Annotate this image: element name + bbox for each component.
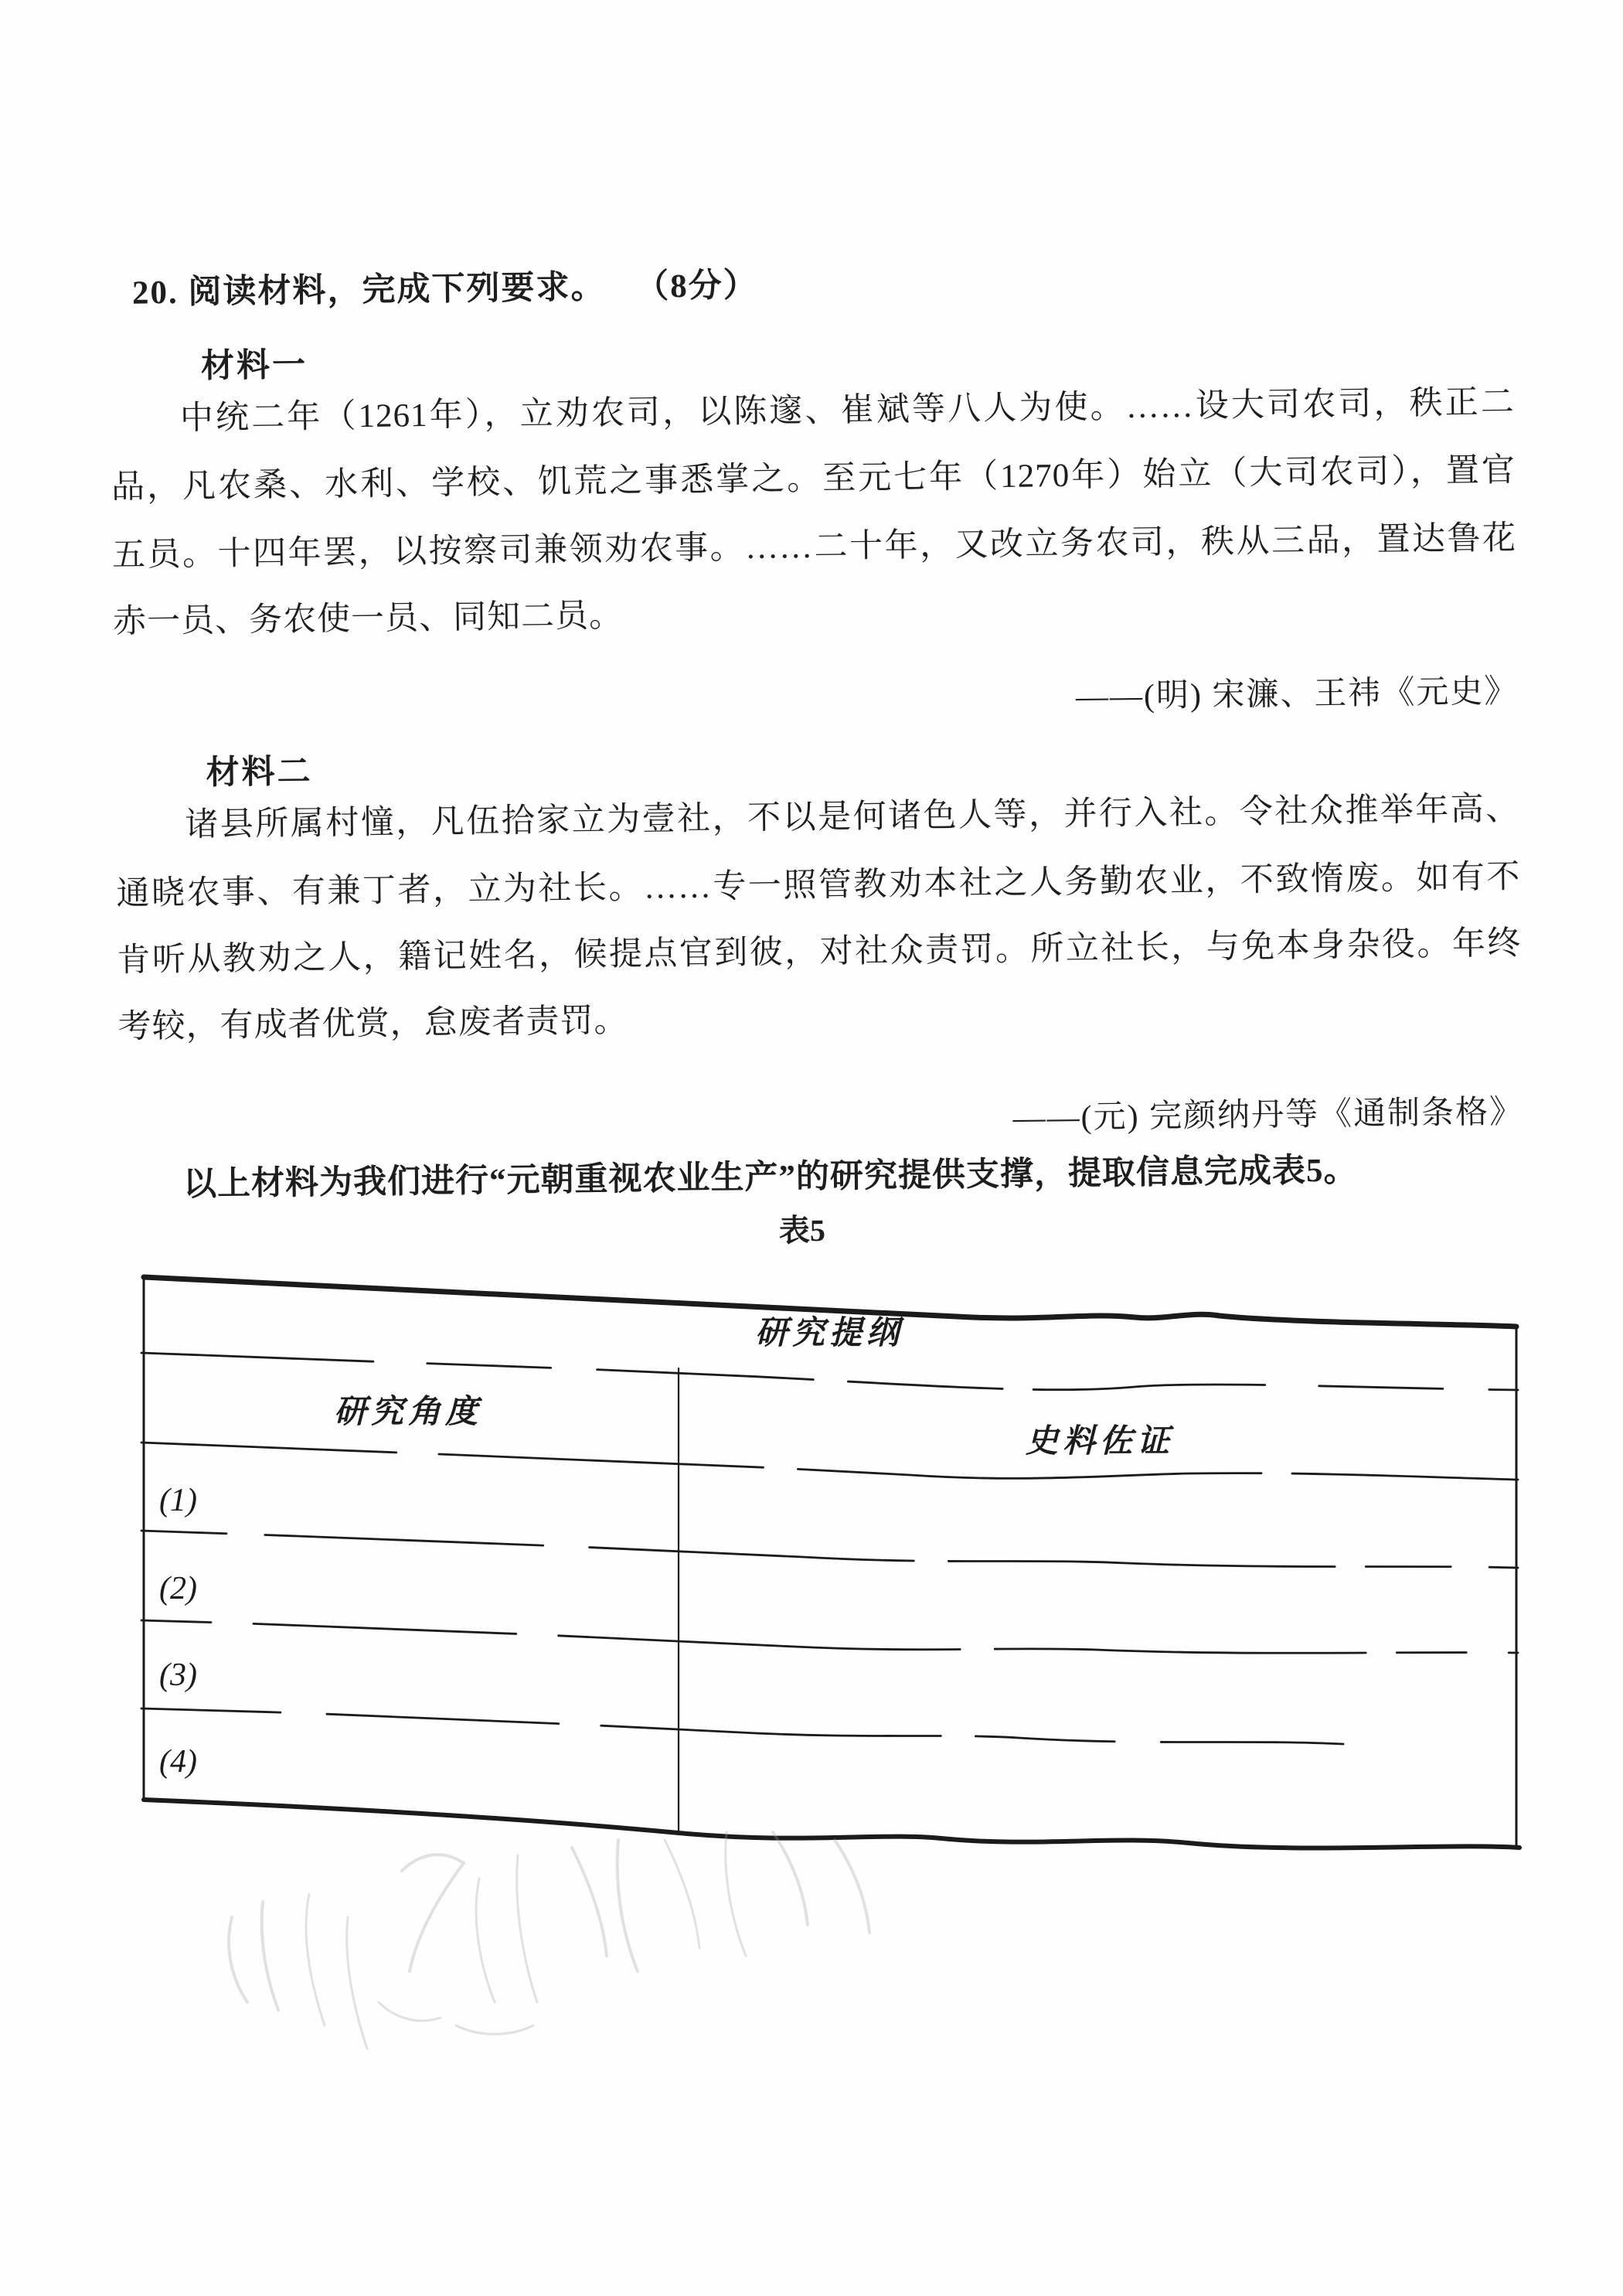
research-outline-table (138, 1266, 1523, 1855)
row-separator-4 (141, 1620, 1518, 1653)
material-1-label: 材料一 (200, 346, 308, 385)
material-2-label: 材料二 (206, 753, 313, 792)
question-score: （8分） (635, 267, 758, 305)
material-2-line-3: 肯听从教劝之人，籍记姓名，候提点官到彼，对社众责罚。所立社长，与免本身杂役。年终 (117, 925, 1522, 979)
table-row-label-4: (4) (159, 1744, 197, 1780)
question-stem: 阅读材料，完成下列要求。 (188, 269, 606, 311)
material-1-line-3: 五员。十四年罢，以按察司兼领劝农事。……二十年，又改立务农司，秩从三品，置达鲁花 (111, 519, 1517, 574)
table-row-label-2: (2) (159, 1571, 197, 1606)
material-2-line-1: 诸县所属村憧，凡伍拾家立为壹社，不以是何诸色人等，并行入社。令社众推举年高、 (185, 790, 1520, 843)
material-1-line-2: 品，凡农桑、水利、学校、饥荒之事悉掌之。至元七年（1270年）始立（大司农司），置官 (111, 451, 1516, 506)
table-caption: 表5 (778, 1212, 826, 1248)
table-row-label-3: (3) (159, 1657, 197, 1693)
row-separator-1 (141, 1353, 1518, 1390)
material-1-line-4: 赤一员、务农使一员、同知二员。 (112, 597, 624, 641)
bleed-through-marks (185, 1824, 881, 2072)
material-2-line-4: 考较，有成者优赏，怠废者责罚。 (117, 1002, 628, 1045)
task-instruction: 以上材料为我们进行“元朝重视农业生产”的研究提供支撑，提取信息完成表5。 (182, 1152, 1358, 1203)
material-2-attribution: ——(元) 完颜纳丹等《通制条格》 (1012, 1094, 1524, 1136)
table-title: 研究提纲 (754, 1316, 904, 1351)
table-row-label-1: (1) (159, 1483, 197, 1518)
question-number: 20. (131, 274, 179, 312)
question-line (132, 259, 758, 314)
column-header-historical-evidence: 史料佐证 (1025, 1424, 1175, 1460)
material-1-attribution: ——(明) 宋濂、王祎《元史》 (1075, 673, 1519, 715)
row-separator-3 (141, 1531, 1518, 1568)
row-separator-5 (141, 1708, 1343, 1744)
row-separator-2 (141, 1443, 1518, 1480)
material-1-line-1: 中统二年（1261年），立劝农司，以陈邃、崔斌等八人为使。……设大司农司，秩正二 (179, 383, 1516, 437)
column-header-research-angle: 研究角度 (333, 1395, 483, 1430)
material-2-line-2: 通晓农事、有兼丁者，立为社长。……专一照管教劝本社之人务勤农业，不致惰废。如有不 (116, 858, 1521, 913)
